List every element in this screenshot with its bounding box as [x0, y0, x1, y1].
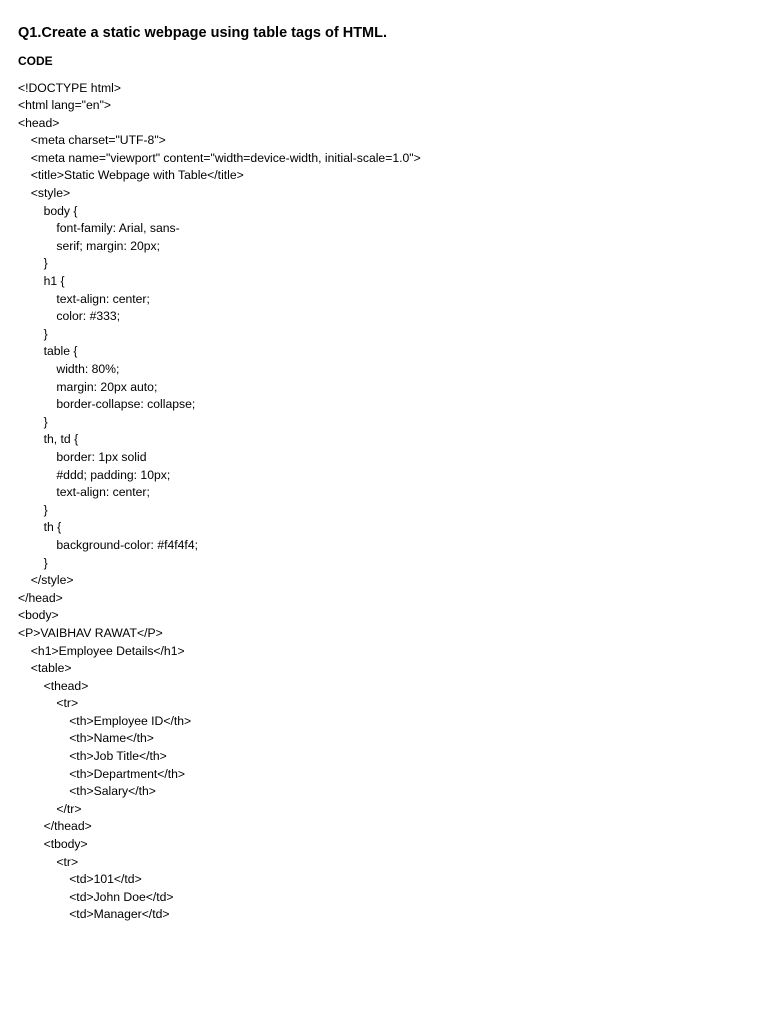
code-line: } — [43, 256, 48, 271]
code-line: <body> — [18, 608, 59, 623]
code-line: <head> — [18, 115, 60, 130]
code-line: } — [43, 555, 48, 570]
code-line: text-align: center; — [56, 291, 150, 306]
code-line: <tr> — [56, 696, 79, 711]
code-line: width: 80%; — [56, 362, 120, 376]
code-line: border: 1px solid — [56, 449, 147, 464]
code-line: </tr> — [56, 801, 82, 816]
code-line: th { — [43, 520, 62, 535]
code-line: table { — [43, 344, 78, 359]
code-line: <thead> — [43, 678, 89, 693]
code-line: color: #333; — [56, 309, 121, 324]
code-line: </thead> — [43, 819, 92, 834]
code-line: <th>Name</th> — [69, 731, 154, 746]
code-line: <!DOCTYPE html> — [18, 80, 121, 95]
code-line: <P>VAIBHAV RAWAT</P> — [18, 625, 163, 640]
code-line: <style> — [30, 186, 71, 201]
code-line: margin: 20px auto; — [56, 379, 158, 394]
question-heading: Q1.Create a static webpage using table tags of HTML. — [18, 25, 388, 41]
code-line: font-family: Arial, sans- — [56, 221, 180, 236]
code-line: h1 { — [43, 274, 65, 289]
code-line: border-collapse: collapse; — [56, 397, 196, 412]
code-line: </style> — [30, 573, 74, 588]
code-line: <td>101</td> — [69, 872, 142, 887]
code-line: <th>Job Title</th> — [69, 749, 167, 764]
code-line: #ddd; padding: 10px; — [56, 467, 171, 482]
code-line: <meta charset="UTF-8"> — [30, 133, 166, 148]
code-line: </head> — [18, 590, 63, 605]
code-line: text-align: center; — [56, 485, 150, 500]
code-line: <meta name="viewport" content="width=device-width, initial-scale=1.0"> — [30, 150, 421, 165]
code-heading: CODE — [18, 54, 53, 68]
code-line: <td>Manager</td> — [69, 907, 170, 922]
code-line: } — [43, 326, 48, 341]
code-line: <h1>Employee Details</h1> — [30, 643, 185, 658]
code-line: <html lang="en"> — [18, 98, 112, 113]
code-line: <th>Employee ID</th> — [69, 713, 192, 728]
code-line: body { — [43, 203, 78, 218]
code-line: <tr> — [56, 854, 79, 869]
code-listing — [18, 80, 421, 925]
code-line: <tbody> — [43, 837, 88, 852]
code-line: serif; margin: 20px; — [56, 238, 161, 253]
code-line: background-color: #f4f4f4; — [56, 537, 198, 552]
code-line: <th>Department</th> — [69, 766, 186, 781]
code-line: } — [43, 502, 48, 517]
code-line: <title>Static Webpage with Table</title> — [30, 168, 244, 183]
code-line: <table> — [30, 661, 72, 676]
code-line: th, td { — [43, 432, 79, 447]
code-line: <td>John Doe</td> — [69, 889, 174, 904]
code-line: } — [43, 414, 48, 429]
code-line: <th>Salary</th> — [69, 784, 156, 799]
